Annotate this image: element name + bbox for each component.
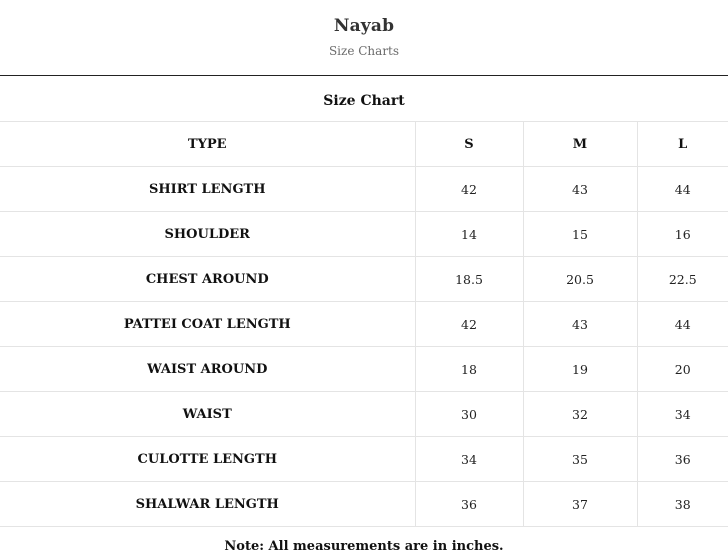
cell-m: 43 (523, 302, 637, 347)
cell-m: 15 (523, 212, 637, 257)
table-row (0, 437, 728, 482)
cell-m: 19 (523, 347, 637, 392)
table-row (0, 482, 728, 527)
row-type: WAIST (0, 392, 415, 437)
cell-m: 37 (523, 482, 637, 527)
cell-s: 42 (415, 302, 523, 347)
size-chart-title: Size Chart (323, 93, 405, 109)
brand-title: Nayab (333, 16, 395, 36)
row-type: CULOTTE LENGTH (0, 437, 415, 482)
size-chart-table (0, 121, 728, 527)
cell-m: 32 (523, 392, 637, 437)
table-row (0, 257, 728, 302)
cell-l: 36 (637, 437, 728, 482)
cell-s: 30 (415, 392, 523, 437)
cell-m: 43 (523, 167, 637, 212)
cell-l: 34 (637, 392, 728, 437)
cell-s: 18.5 (415, 257, 523, 302)
cell-s: 18 (415, 347, 523, 392)
cell-s: 42 (415, 167, 523, 212)
page-header (0, 0, 728, 75)
cell-l: 22.5 (637, 257, 728, 302)
cell-m: 20.5 (523, 257, 637, 302)
table-row (0, 392, 728, 437)
column-header-l: L (637, 122, 728, 167)
cell-l: 16 (637, 212, 728, 257)
cell-l: 38 (637, 482, 728, 527)
row-type: SHIRT LENGTH (0, 167, 415, 212)
cell-s: 36 (415, 482, 523, 527)
table-header-row (0, 122, 728, 167)
table-row (0, 167, 728, 212)
row-type: WAIST AROUND (0, 347, 415, 392)
table-row (0, 302, 728, 347)
table-row (0, 347, 728, 392)
header-divider (0, 75, 728, 76)
column-header-s: S (415, 122, 523, 167)
cell-l: 20 (637, 347, 728, 392)
cell-l: 44 (637, 302, 728, 347)
cell-s: 14 (415, 212, 523, 257)
cell-m: 35 (523, 437, 637, 482)
row-type: SHOULDER (0, 212, 415, 257)
table-row (0, 212, 728, 257)
column-header-m: M (523, 122, 637, 167)
cell-l: 44 (637, 167, 728, 212)
row-type: CHEST AROUND (0, 257, 415, 302)
row-type: PATTEI COAT LENGTH (0, 302, 415, 347)
column-header-type: TYPE (0, 122, 415, 167)
cell-s: 34 (415, 437, 523, 482)
row-type: SHALWAR LENGTH (0, 482, 415, 527)
measurement-note: Note: All measurements are in inches. (224, 539, 504, 554)
page-subtitle: Size Charts (328, 44, 400, 58)
